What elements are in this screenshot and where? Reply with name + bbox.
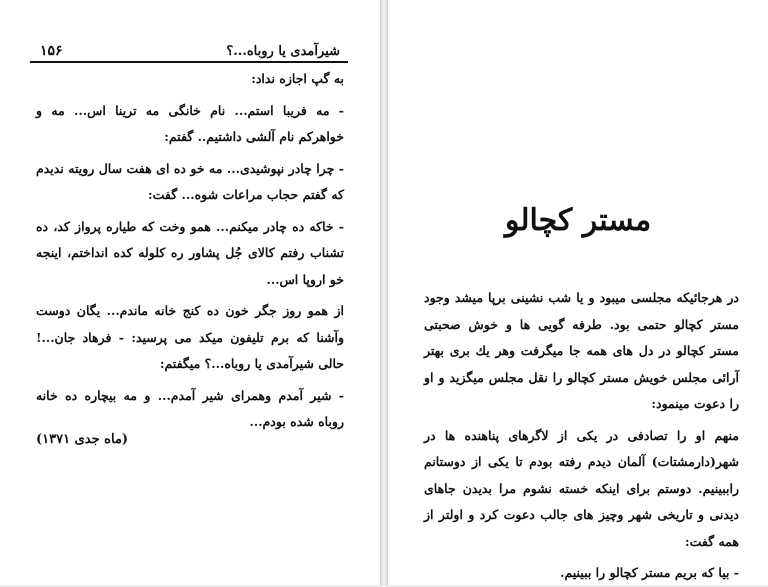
book-spine [380, 0, 388, 585]
paragraph: - چرا چادر نپوشیدی... مه خو ده ای هفت سال رویته ندیدم که گفتم حجاب مراعات شوه... گفت: [36, 160, 344, 202]
paragraph: به گپ اجازه نداد: [251, 71, 344, 86]
page-number: ۱۵۶ [40, 43, 63, 59]
paragraph: از همو روز جگر خون ده کنج خانه ماندم... یگان دوست وآشنا که برم تلیفون میکد می پرسید: - فرهاد جان...! حالی شیرآمدی یا روباه...؟ میگفتم: [36, 303, 344, 371]
chapter-title: مستر کچالو [504, 203, 652, 238]
left-page [0, 0, 380, 585]
paragraph: - بیا که بریم مستر کچالو را ببینیم. [560, 565, 739, 580]
left-page-body [36, 66, 344, 436]
date-note: (ماه جدی ۱۳۷۱) [36, 432, 129, 447]
header-rule [30, 61, 348, 63]
paragraph: در هرجائیکه مجلسی میبود و یا شب نشینی برپا میشد وجود مستر کچالو حتمی بود. طرفه گویی ها و خوش صحبتی مستر کچالو در دل های همه جا میگرفت وهر یك بری بهتر آرائی مجلس خویش مستر کچالو را نقل مجلس میگزید و او را دعوت مینمود: [424, 290, 739, 411]
right-page-body [424, 285, 739, 587]
running-title: شیرآمدی یا روباه...؟ [226, 44, 340, 59]
paragraph: - شیر آمدم وهمرای شیر آمدم... و مه بیچاره ده خانه روباه شده بودم... [36, 387, 344, 429]
paragraph: - خاکه ده چادر میکنم... همو وخت که طیاره پرواز کد، ده تشناب رفتم کالای جُل پشاور ره کلوله کده انداختم، اینجه خو اروپا اس... [36, 218, 344, 287]
paragraph: منهم او را تصادفی در یکی از لاگرهای پناهنده ها در شهر(دارمشتات) آلمان دیدم رفته بودم تا یکی از دوستانم راببینیم. دوستم برای اینکه خسته نشوم مرا بدیدن جاهای دیدنی و تاریخی شهر وچیز های جالب دعوت کرد و اولتر از همه گفت: [424, 427, 739, 549]
paragraph: - مه فریبا استم... نام خانگی مه ترینا اس... مه و خواهرکم نام آلشی داشتیم.. گفتم: [36, 102, 344, 144]
running-head [30, 42, 348, 62]
